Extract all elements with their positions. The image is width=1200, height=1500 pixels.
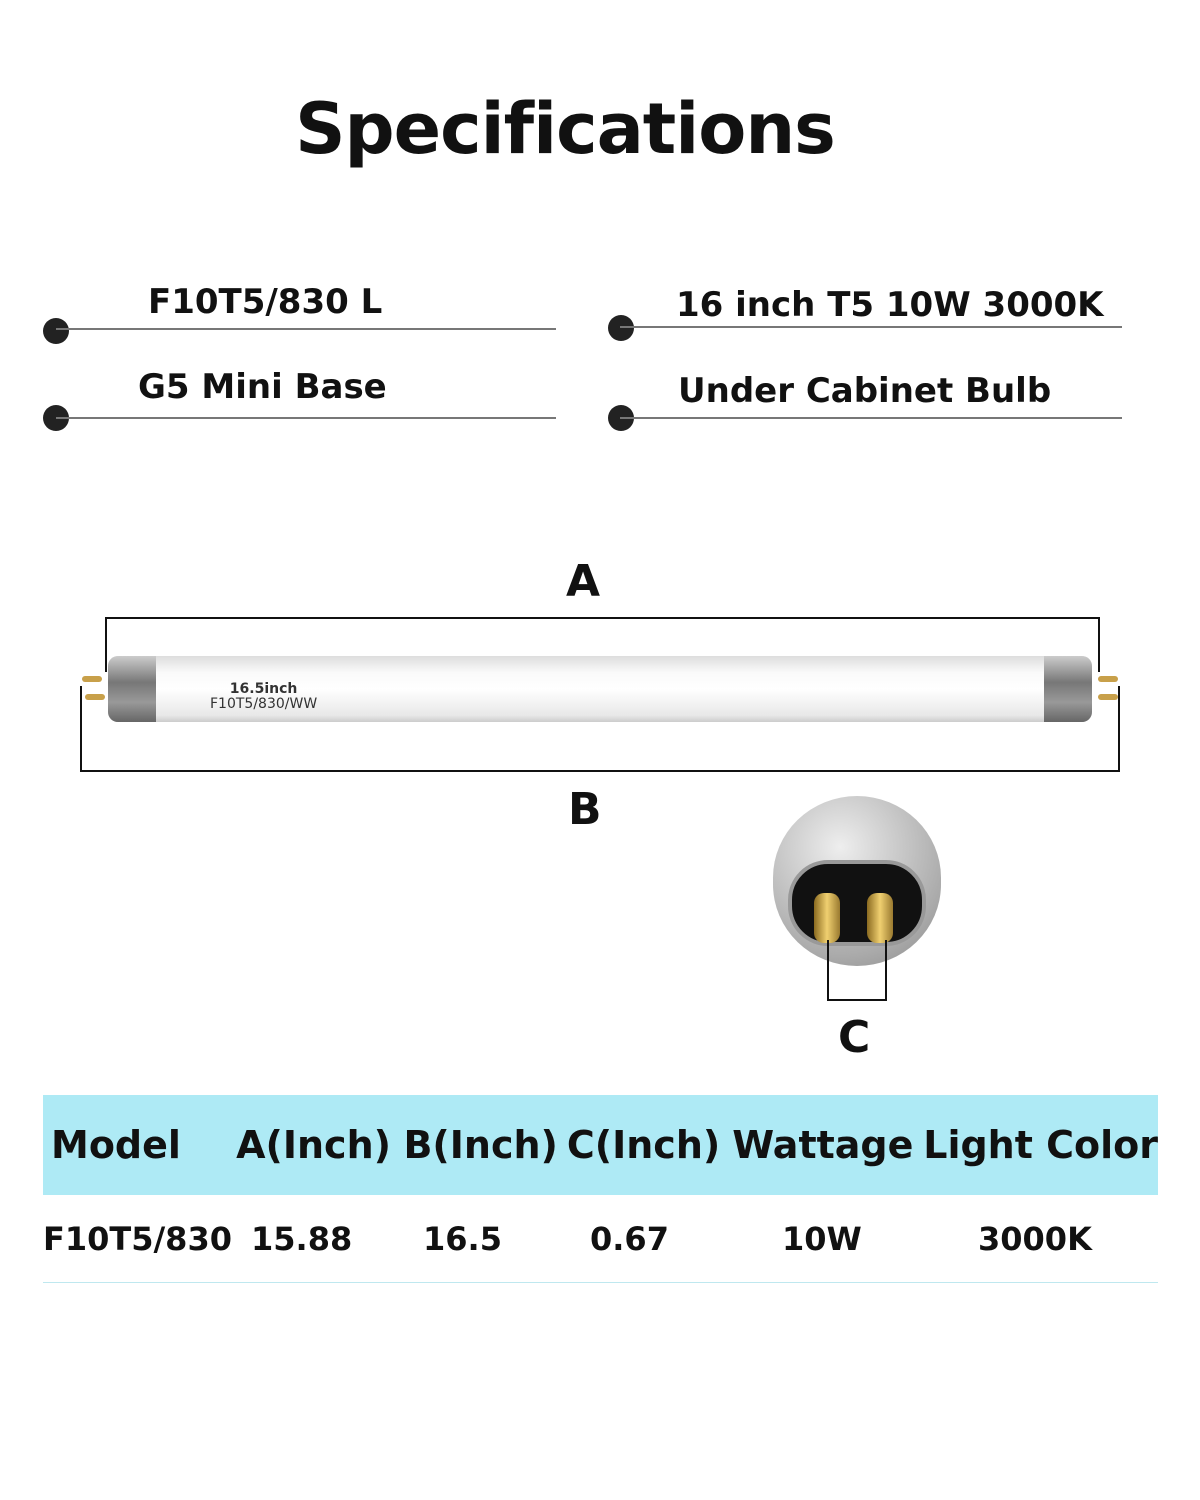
pin: [82, 676, 102, 682]
divider: [620, 326, 1122, 328]
pin: [1098, 676, 1118, 682]
cell-wattage: 10W: [782, 1219, 862, 1258]
header-a: A(Inch): [236, 1123, 391, 1167]
socket: [788, 860, 926, 946]
dimension-b-label: B: [568, 784, 602, 835]
bullet-icon: [608, 315, 634, 341]
header-c: C(Inch): [566, 1123, 721, 1167]
table-header: [43, 1095, 1158, 1195]
divider: [56, 328, 556, 330]
pin: [814, 893, 840, 943]
cell-c: 0.67: [590, 1219, 669, 1258]
feature-size: 16 inch T5 10W 3000K: [676, 285, 1104, 325]
header-model: Model: [51, 1123, 181, 1167]
divider: [620, 417, 1122, 419]
tube-print-model: F10T5/830/WW: [210, 696, 318, 712]
header-b: B(Inch): [403, 1123, 558, 1167]
dimension-c-label: C: [838, 1012, 871, 1063]
divider: [56, 417, 556, 419]
cell-light-color: 3000K: [978, 1219, 1092, 1258]
feature-use: Under Cabinet Bulb: [678, 371, 1052, 411]
page-title: Specifications: [295, 88, 835, 170]
feature-model: F10T5/830 L: [148, 282, 383, 322]
dimension-c-bracket: [827, 940, 887, 1001]
feature-base: G5 Mini Base: [138, 367, 387, 407]
pin: [867, 893, 893, 943]
dimension-b-bracket: [80, 686, 1120, 772]
spec-table: [43, 1095, 1158, 1283]
tube-print-length: 16.5inch: [229, 681, 298, 697]
cell-b: 16.5: [423, 1219, 502, 1258]
header-wattage: Wattage: [732, 1123, 914, 1167]
table-row: [43, 1195, 1158, 1283]
header-light-color: Light Color: [923, 1123, 1158, 1167]
bullet-icon: [43, 318, 69, 344]
cell-a: 15.88: [251, 1219, 353, 1258]
cell-model: F10T5/830: [43, 1219, 232, 1258]
dimension-a-label: A: [566, 556, 601, 607]
